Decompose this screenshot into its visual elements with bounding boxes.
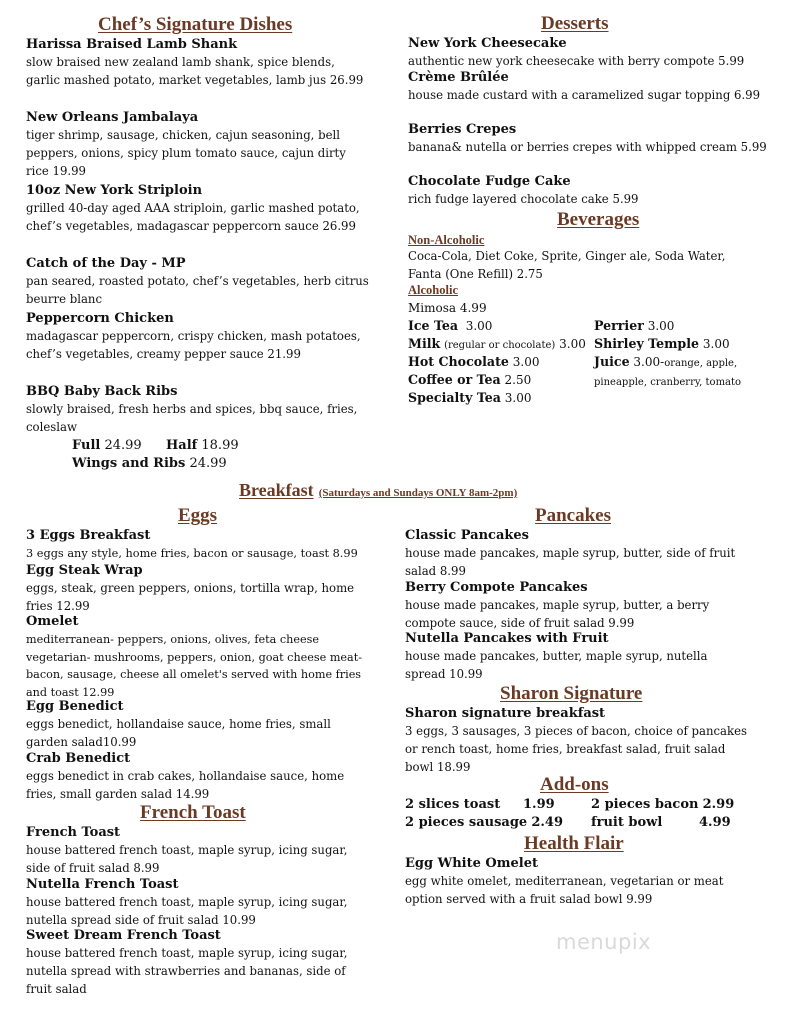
menu-item-cheesecake [408,35,768,71]
addon-fruit-bowl [591,814,662,832]
item-desc: house made pancakes, maple syrup, butter, side of fruit salad 8.99 [405,546,736,578]
menu-item-bbq-ribs [26,383,371,437]
alcoholic-label: Alcoholic [408,283,458,297]
item-name: Berries Crepes [408,122,517,137]
ribs-half-prices [166,437,239,455]
ribs-half-price: 18.99 [201,438,239,453]
addon-name: 2 pieces bacon [591,797,699,812]
menu-item-egg-benedict [26,698,346,752]
item-desc: house made pancakes, maple syrup, butter, a berry compote sauce, side of fruit salad 9.99 [405,598,710,630]
addon-price: 2.49 [531,815,564,830]
menu-item-berry-pancakes [405,579,735,633]
bev-juice-options [594,372,741,392]
item-name: Catch of the Day - MP [26,256,186,271]
item-name: 10oz New York Striploin [26,183,203,198]
item-desc: rich fudge layered chocolate cake 5.99 [408,192,639,206]
item-desc: eggs, steak, green peppers, onions, tortilla wrap, home fries 12.99 [26,581,355,613]
bev-price: 3.00 [504,391,532,405]
bev-coffee-tea [408,371,531,389]
bev-name: Perrier [594,318,644,333]
menu-item-catch-of-day [26,255,371,309]
bev-hot-chocolate [408,353,539,371]
item-name: New Orleans Jambalaya [26,110,199,125]
bev-name: Coffee or Tea [408,372,501,387]
bev-name: Shirley Temple [594,336,700,351]
item-desc: eggs benedict in crab cakes, hollandaise sauce, home fries, small garden salad 14.99 [26,769,345,801]
item-desc: authentic new york cheesecake with berry compote 5.99 [408,54,745,68]
menu-item-omelet [26,613,366,701]
item-desc: banana& nutella or berries crepes with whipped cream 5.99 [408,140,767,154]
item-desc: pan seared, roasted potato, chef’s vegetables, herb citrus beurre blanc [26,274,369,306]
menu-item-nutella-pancakes [405,630,735,684]
ribs-full-label: Full [72,438,101,453]
item-desc: tiger shrimp, sausage, chicken, cajun seasoning, bell peppers, onions, spicy plum tomato sauce, cajun dirty rice 19.99 [26,128,346,178]
addon-fruit-bowl-price [699,814,731,832]
addon-sausage [405,814,563,832]
watermark: menupix [556,930,652,954]
eggs-title: Eggs [178,505,218,526]
bev-note: orange, apple, [664,358,738,369]
item-name: Peppercorn Chicken [26,311,174,326]
ribs-size-prices [72,437,142,455]
bev-juice [594,353,737,373]
french-toast-title: French Toast [140,802,246,823]
bev-name: Juice [594,354,630,369]
item-desc: Coca-Cola, Diet Coke, Sprite, Ginger ale, Soda Water, Fanta (One Refill) 2.75 [408,249,726,281]
breakfast-title: Breakfast [239,480,314,500]
item-name: Crème Brûlée [408,70,509,85]
menu-item-egg-steak-wrap [26,562,366,616]
item-desc: slow braised new zealand lamb shank, spice blends, garlic mashed potato, market vegetables, lamb jus 26.99 [26,55,364,87]
bev-price: 3.00- [633,355,665,369]
bev-name: Ice Tea [408,318,459,333]
item-desc: madagascar peppercorn, crispy chicken, mash potatoes, chef’s vegetables, creamy pepper sauce 21.99 [26,329,361,361]
item-name: Crab Benedict [26,751,131,766]
menu-item-jambalaya [26,109,371,180]
item-name: Nutella Pancakes with Fruit [405,631,609,646]
wings-label: Wings and Ribs [72,456,186,471]
item-desc: house battered french toast, maple syrup, icing sugar, side of fruit salad 8.99 [26,843,348,875]
item-desc: eggs benedict, hollandaise sauce, home fries, small garden salad10.99 [26,717,331,749]
menu-item-peppercorn-chicken [26,310,371,364]
item-name: BBQ Baby Back Ribs [26,384,178,399]
bev-note: (regular or chocolate) [444,340,556,351]
menu-item-berries-crepes [408,121,768,157]
menu-item-fudge-cake [408,173,768,209]
item-name: Chocolate Fudge Cake [408,174,571,189]
bev-shirley-temple [594,335,730,353]
bev-price: 3.00 [559,337,586,351]
non-alcoholic-list [408,248,758,284]
item-name: Classic Pancakes [405,528,529,543]
bev-price: 2.50 [504,373,532,387]
ribs-half-label: Half [166,438,198,453]
item-desc: 3 eggs, 3 sausages, 3 pieces of bacon, choice of pancakes or rench toast, home fries, breakfast salad, fruit salad bowl 18.99 [405,724,748,774]
item-desc: grilled 40-day aged AAA striploin, garlic mashed potato, chef’s vegetables, madagascar peppercorn sauce 26.99 [26,201,360,233]
menu-item-3-eggs [26,527,376,563]
item-name: Nutella French Toast [26,877,179,892]
menu-item-lamb-shank [26,36,371,90]
menu-item-striploin [26,182,371,236]
bev-name: Hot Chocolate [408,354,509,369]
bev-specialty-tea [408,389,531,407]
addon-toast-price [523,796,555,814]
addon-bacon [591,796,734,814]
wings-ribs-price [72,455,227,473]
item-desc: house battered french toast, maple syrup, icing sugar, nutella spread with strawberries and bananas, side of fruit salad [26,946,348,996]
pancakes-title: Pancakes [535,505,611,526]
bev-price: 3.00 [647,319,675,333]
item-desc: mediterranean- peppers, onions, olives, feta cheese vegetarian- mushrooms, peppers, onion, goat cheese meat- bacon, sausage, cheese all omelet's served with home fries and toast 12.99 [26,633,362,699]
bev-price: 3.00 [702,337,730,351]
sharon-title: Sharon Signature [500,683,643,704]
bev-price: 3.00 [512,355,540,369]
item-name: New York Cheesecake [408,36,567,51]
menu-item-sweet-dream-toast [26,927,366,998]
item-name: Egg Benedict [26,699,124,714]
addon-price: 1.99 [523,797,555,812]
item-desc: house made pancakes, butter, maple syrup, nutella spread 10.99 [405,649,708,681]
bev-note: pineapple, cranberry, tomato [594,377,742,388]
item-name: 3 Eggs Breakfast [26,528,151,543]
item-desc: house battered french toast, maple syrup, icing sugar, nutella spread side of fruit salad 10.99 [26,895,348,927]
wings-price: 24.99 [189,456,227,471]
health-title: Health Flair [524,833,624,854]
menu-item-french-toast [26,824,366,878]
breakfast-header [239,481,517,500]
bev-perrier [594,317,674,335]
addon-name: 2 pieces sausage [405,815,528,830]
menu-item-nutella-french-toast [26,876,366,930]
bev-ice-tea [408,317,492,335]
menu-item-egg-white-omelet [405,855,750,909]
item-desc: 3 eggs any style, home fries, bacon or sausage, toast 8.99 [26,547,358,560]
menu-item-creme-brulee [408,69,768,105]
item-desc: house made custard with a caramelized sugar topping 6.99 [408,88,761,102]
item-name: Omelet [26,614,79,629]
bev-name: Milk [408,336,441,351]
desserts-title: Desserts [541,13,609,34]
item-desc: slowly braised, fresh herbs and spices, bbq sauce, fries, coleslaw [26,402,358,434]
item-name: French Toast [26,825,121,840]
mimosa: Mimosa 4.99 [408,301,487,315]
breakfast-note: (Saturdays and Sundays ONLY 8am-2pm) [318,487,518,499]
menu-item-crab-benedict [26,750,356,804]
item-name: Sharon signature breakfast [405,706,606,721]
addon-name: 2 slices toast [405,797,501,812]
bev-milk [408,335,586,355]
item-name: Egg Steak Wrap [26,563,143,578]
non-alcoholic-label: Non-Alcoholic [408,233,485,247]
bev-price: 3.00 [465,319,493,333]
ribs-full-price: 24.99 [104,438,142,453]
menu-item-sharon-breakfast [405,705,755,776]
menu-item-classic-pancakes [405,527,760,581]
item-name: Egg White Omelet [405,856,538,871]
item-name: Berry Compote Pancakes [405,580,588,595]
addon-price: 4.99 [699,815,731,830]
item-name: Sweet Dream French Toast [26,928,221,943]
addon-toast [405,796,500,814]
bev-name: Specialty Tea [408,390,501,405]
addon-name: fruit bowl [591,815,663,830]
addon-price: 2.99 [702,797,735,812]
signature-title: Chef’s Signature Dishes [98,14,293,35]
item-name: Harissa Braised Lamb Shank [26,37,238,52]
addons-title: Add-ons [540,774,609,795]
item-desc: egg white omelet, mediterranean, vegetarian or meat option served with a fruit salad bowl 9.99 [405,874,724,906]
beverages-title: Beverages [557,209,640,230]
